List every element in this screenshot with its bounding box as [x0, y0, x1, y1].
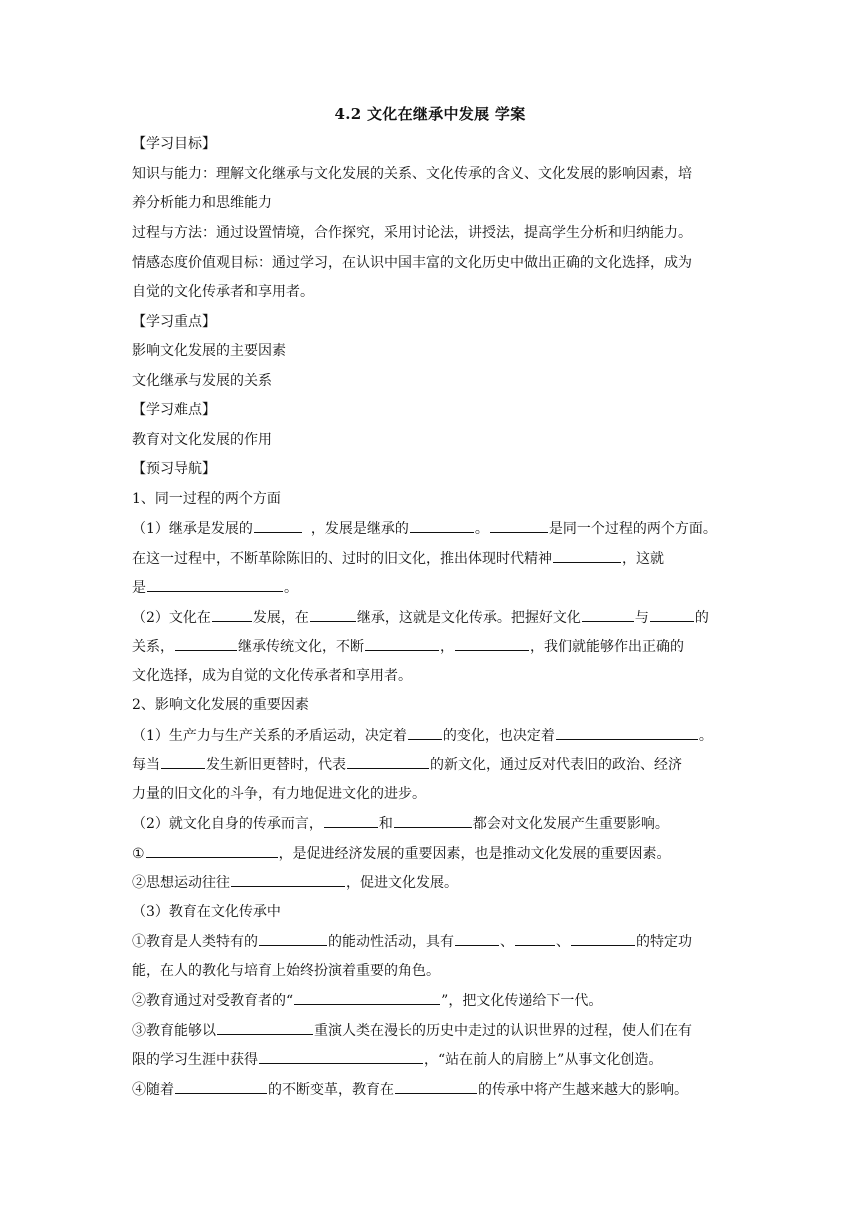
key-points-heading: 【学习重点】 [132, 314, 216, 330]
blank[interactable] [408, 725, 442, 740]
difficulty-heading: 【学习难点】 [132, 402, 216, 418]
blank[interactable] [147, 577, 283, 592]
q2-3-line5: 限的学习生涯中获得 ，“站在前人的肩膀上”从事文化创造。 [132, 1049, 742, 1070]
q2-1-line1: （1）生产力与生产关系的矛盾运动，决定着 的变化，也决定着 。 [132, 725, 742, 746]
key-point-1: 影响文化发展的主要因素 [132, 343, 286, 359]
blank[interactable] [515, 931, 555, 946]
blank[interactable] [410, 518, 474, 533]
blank[interactable] [161, 754, 205, 769]
q2-1-line3: 力量的旧文化的斗争，有力地促进文化的进步。 [132, 786, 426, 802]
blank[interactable] [259, 1049, 423, 1064]
blank[interactable] [650, 607, 694, 622]
blank[interactable] [294, 990, 440, 1005]
blank[interactable] [553, 548, 621, 563]
goal-attitude-line2: 自觉的文化传承者和享用者。 [132, 284, 314, 300]
blank[interactable] [490, 518, 548, 533]
goals-heading: 【学习目标】 [132, 136, 216, 152]
goal-attitude-line1: 情感态度价值观目标：通过学习，在认识中国丰富的文化历史中做出正确的文化选择，成为 [132, 255, 692, 271]
q2-3-line3: ②教育通过对受教育者的“ ”，把文化传递给下一代。 [132, 990, 742, 1011]
q2-3-line1: ①教育是人类特有的 的能动性活动，具有 、 、 的特定功 [132, 931, 742, 952]
q1-2-line2: 关系， 继承传统文化，不断 ， ，我们就能够作出正确的 [132, 636, 742, 657]
q1-1-line1: （1）继承是发展的 ，发展是继承的 。 是同一个过程的两个方面。 [132, 518, 742, 539]
q1-1-line3: 是 。 [132, 577, 742, 598]
key-point-2: 文化继承与发展的关系 [132, 373, 272, 389]
q2-2-line3: ②思想运动往往 ，促进文化发展。 [132, 872, 742, 893]
q1-2-line1: （2）文化在 发展，在 继承，这就是文化传承。把握好文化 与 的 [132, 607, 742, 628]
difficulty-1: 教育对文化发展的作用 [132, 432, 272, 448]
blank[interactable] [146, 843, 278, 858]
blank[interactable] [394, 813, 472, 828]
question-1-title: 1、同一过程的两个方面 [132, 491, 281, 507]
guide-heading: 【预习导航】 [132, 461, 216, 477]
blank[interactable] [231, 872, 345, 887]
blank[interactable] [455, 636, 529, 651]
goal-knowledge-line2: 养分析能力和思维能力 [132, 195, 272, 211]
blank[interactable] [310, 607, 356, 622]
blank[interactable] [212, 607, 252, 622]
document-title: 4.2 文化在继承中发展 学案 [334, 105, 526, 123]
blank[interactable] [395, 1079, 477, 1094]
blank[interactable] [347, 754, 429, 769]
q2-3-title: （3）教育在文化传承中 [132, 904, 281, 920]
q1-1-line2: 在这一过程中，不断革除陈旧的、过时的旧文化，推出体现时代精神 ，这就 [132, 548, 742, 569]
goal-knowledge-line1: 知识与能力：理解文化继承与文化发展的关系、文化传承的含义、文化发展的影响因素，培 [132, 166, 692, 182]
q2-3-line2: 能，在人的教化与培育上始终扮演着重要的角色。 [132, 963, 440, 979]
blank[interactable] [582, 607, 634, 622]
blank[interactable] [175, 636, 237, 651]
q2-2-line1: （2）就文化自身的传承而言， 和 都会对文化发展产生重要影响。 [132, 813, 742, 834]
q2-3-line4: ③教育能够以 重演人类在漫长的历史中走过的认识世界的过程，使人们在有 [132, 1020, 742, 1041]
question-2-title: 2、影响文化发展的重要因素 [132, 697, 309, 713]
blank[interactable] [455, 931, 499, 946]
q1-2-line3: 文化选择，成为自觉的文化传承者和享用者。 [132, 668, 412, 684]
q2-1-line2: 每当 发生新旧更替时，代表 的新文化，通过反对代表旧的政治、经济 [132, 754, 742, 775]
goal-process: 过程与方法：通过设置情境，合作探究，采用讨论法，讲授法，提高学生分析和归纳能力。 [132, 225, 692, 241]
blank[interactable] [175, 1079, 267, 1094]
q2-3-line6: ④随着 的不断变革，教育在 的传承中将产生越来越大的影响。 [132, 1079, 742, 1100]
blank[interactable] [259, 931, 327, 946]
blank[interactable] [556, 725, 698, 740]
blank[interactable] [217, 1020, 313, 1035]
q2-2-line2: ① ，是促进经济发展的重要因素，也是推动文化发展的重要因素。 [132, 843, 742, 864]
blank[interactable] [365, 636, 439, 651]
blank[interactable] [571, 931, 635, 946]
blank[interactable] [324, 813, 378, 828]
blank[interactable] [254, 518, 302, 533]
